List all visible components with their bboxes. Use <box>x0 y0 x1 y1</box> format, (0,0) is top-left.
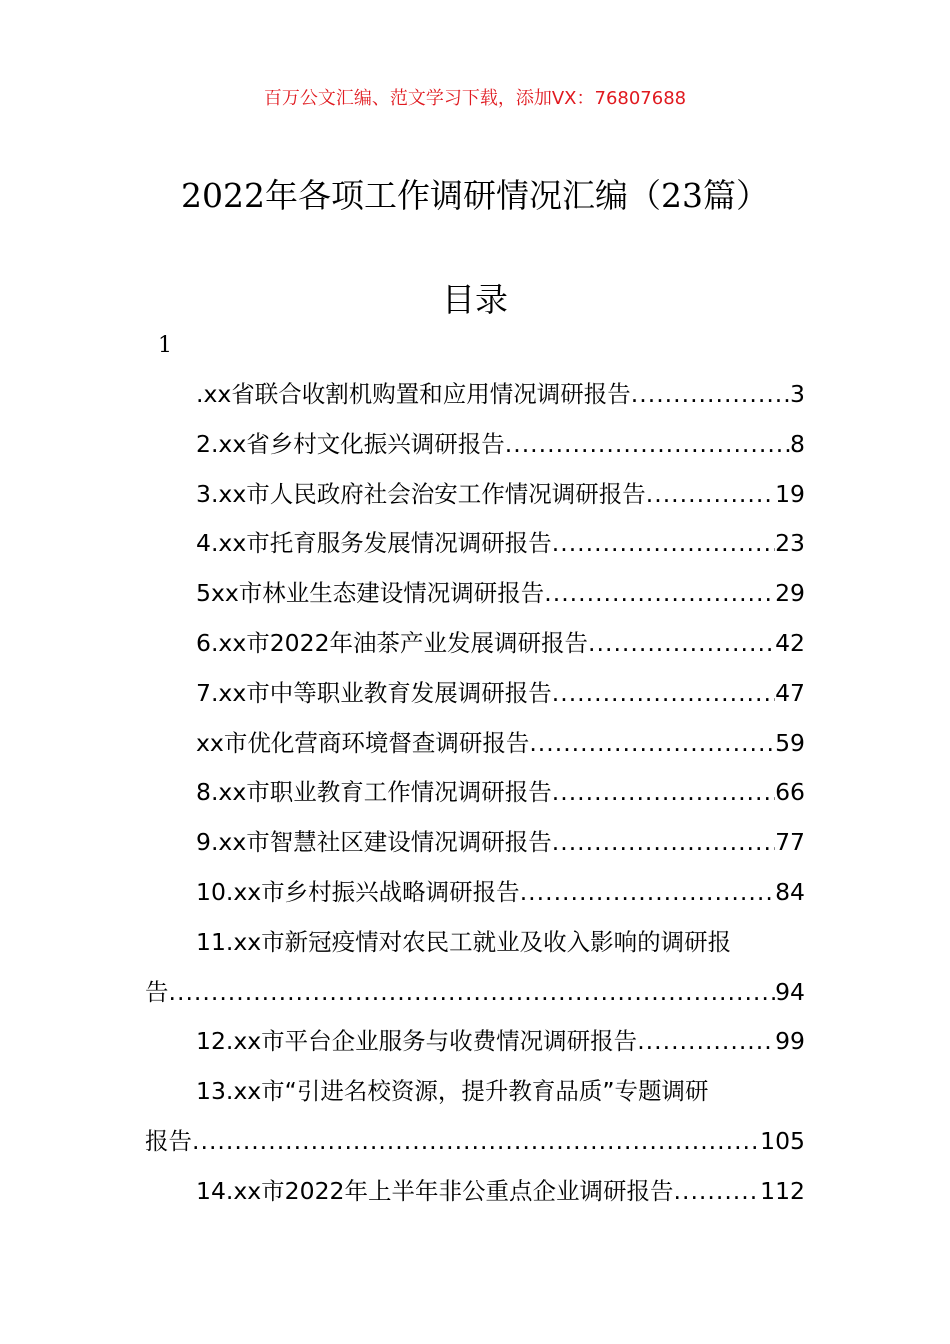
toc-entry-page: 8 <box>790 429 805 458</box>
toc-entry-page: 3 <box>790 380 805 408</box>
toc-list-marker: 1 <box>158 333 172 358</box>
document-title: 2022年各项工作调研情况汇编（23篇） <box>181 176 769 215</box>
toc-leader-dots <box>505 420 790 470</box>
toc-entry-title: 10.xx市乡村振兴战略调研报告 <box>196 877 520 906</box>
toc-entry-page: 23 <box>775 529 805 558</box>
toc-entry[interactable] <box>145 370 805 420</box>
toc-leader-dots <box>520 868 775 918</box>
toc-entry-title: 6.xx市2022年油茶产业发展调研报告 <box>196 628 589 657</box>
toc-entry[interactable] <box>145 818 805 868</box>
toc-entry-continuation[interactable] <box>145 968 805 1018</box>
toc-entry-page: 94 <box>775 977 805 1006</box>
toc-entry-wrapped-line[interactable]: 11.xx市新冠疫情对农民工就业及收入影响的调研报 <box>196 927 732 956</box>
toc-entry-continuation[interactable] <box>145 1117 805 1167</box>
toc-entry[interactable] <box>145 768 805 818</box>
toc-entry-title: 9.xx市智慧社区建设情况调研报告 <box>196 828 552 857</box>
toc-leader-dots <box>192 1117 760 1167</box>
toc-entry[interactable] <box>145 619 805 669</box>
toc-entry[interactable] <box>145 420 805 470</box>
toc-entry-title: 告 <box>145 977 169 1006</box>
toc-entry-page: 112 <box>760 1176 805 1205</box>
toc-entry-title: 7.xx市中等职业教育发展调研报告 <box>196 678 552 707</box>
toc-entry-page: 77 <box>775 828 805 857</box>
toc-leader-dots <box>674 1167 761 1217</box>
toc-entry-page: 19 <box>775 479 805 508</box>
toc-leader-dots <box>552 768 775 818</box>
toc-entry-title: 14.xx市2022年上半年非公重点企业调研报告 <box>196 1176 674 1205</box>
toc-leader-dots <box>529 719 775 769</box>
toc-entry-page: 29 <box>775 579 805 608</box>
toc-leader-dots <box>169 968 776 1018</box>
toc-entry-title: 4.xx市托育服务发展情况调研报告 <box>196 529 552 558</box>
toc-leader-dots <box>588 619 775 669</box>
toc-entry[interactable] <box>145 719 805 769</box>
toc-entry[interactable] <box>145 1167 805 1217</box>
watermark-banner: 百万公文汇编、范文学习下载，添加VX：76807688 <box>263 88 687 109</box>
toc-leader-dots <box>552 519 775 569</box>
table-of-contents <box>145 370 805 1217</box>
toc-leader-dots <box>544 569 775 619</box>
toc-entry-page: 99 <box>775 1027 805 1056</box>
toc-entry-title: 3.xx市人民政府社会治安工作情况调研报告 <box>196 479 646 508</box>
toc-entry-page: 59 <box>775 728 805 757</box>
toc-entry-title: 8.xx市职业教育工作情况调研报告 <box>196 778 552 807</box>
toc-entry-wrapped-line[interactable]: 13.xx市“引进名校资源，提升教育品质”专题调研 <box>196 1077 709 1106</box>
toc-entry-page: 47 <box>775 678 805 707</box>
toc-entry-title: 2.xx省乡村文化振兴调研报告 <box>196 429 505 458</box>
toc-entry-page: 66 <box>775 778 805 807</box>
toc-entry[interactable] <box>145 519 805 569</box>
toc-entry[interactable] <box>145 569 805 619</box>
toc-entry[interactable] <box>145 669 805 719</box>
toc-leader-dots <box>631 370 790 420</box>
toc-entry-title: 报告 <box>145 1126 192 1155</box>
toc-entry-title: .xx省联合收割机购置和应用情况调研报告 <box>196 380 631 408</box>
toc-entry[interactable] <box>145 470 805 520</box>
toc-entry[interactable] <box>145 1017 805 1067</box>
toc-entry-title: xx市优化营商环境督查调研报告 <box>196 728 530 757</box>
toc-entry[interactable] <box>145 868 805 918</box>
toc-entry-page: 105 <box>760 1126 805 1155</box>
toc-heading: 目录 <box>442 280 508 319</box>
toc-leader-dots <box>552 818 775 868</box>
toc-entry-title: 5xx市林业生态建设情况调研报告 <box>196 579 545 608</box>
toc-leader-dots <box>637 1017 775 1067</box>
toc-leader-dots <box>646 470 775 520</box>
toc-entry-title: 12.xx市平台企业服务与收费情况调研报告 <box>196 1027 638 1056</box>
toc-leader-dots <box>552 669 775 719</box>
toc-entry-page: 84 <box>775 877 805 906</box>
toc-entry-page: 42 <box>775 628 805 657</box>
